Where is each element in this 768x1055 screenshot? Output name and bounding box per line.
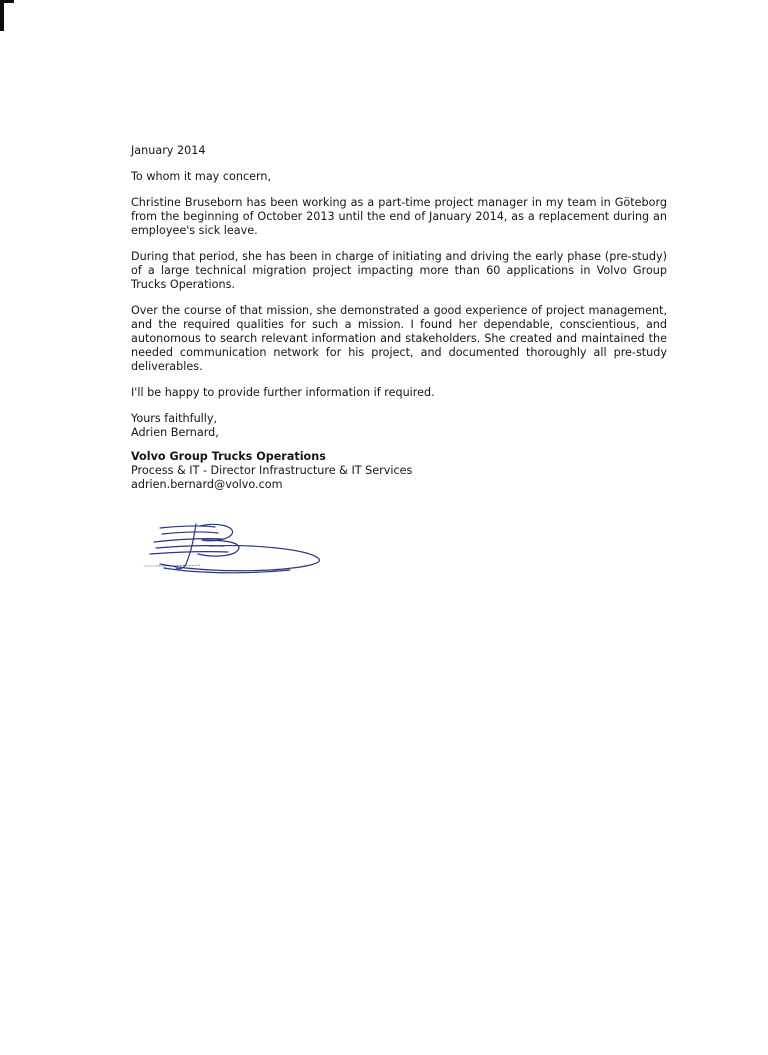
paragraph-responsibilities: During that period, she has been in charge of initiating and driving the early phase (pre-study) of a large technical migration project impacting more than 60 applications in Volvo Group Trucks Operations. — [131, 250, 667, 291]
signer-email: adrien.bernard@volvo.com — [131, 478, 283, 491]
closing-block — [131, 412, 667, 440]
paragraph-evaluation: Over the course of that mission, she demonstrated a good experience of project management, and the required qualities for such a mission. I found her dependable, conscientious, and autonomous to search relevant information and stakeholders. She created and maintained the needed communication network for his project, and documented thoroughly all pre-study deliverables. — [131, 304, 667, 373]
letter-date: January 2014 — [131, 144, 206, 157]
paragraph-contact-offer: I'll be happy to provide further information if required. — [131, 386, 435, 399]
closing-phrase: Yours faithfully, — [131, 412, 218, 425]
scan-edge-mark-top — [0, 0, 14, 3]
signer-title: Process & IT - Director Infrastructure & IT Services — [131, 464, 413, 477]
signer-name: Adrien Bernard, — [131, 426, 219, 439]
company-name: Volvo Group Trucks Operations — [131, 450, 326, 463]
paragraph-employment: Christine Bruseborn has been working as a part-time project manager in my team in Göteborg from the beginning of October 2013 until the end of January 2014, as a replacement during an employee's sick leave. — [131, 196, 667, 237]
scan-edge-mark — [0, 0, 4, 31]
letter-greeting: To whom it may concern, — [131, 170, 272, 183]
signature-icon — [140, 520, 326, 576]
letter-body — [131, 144, 667, 492]
